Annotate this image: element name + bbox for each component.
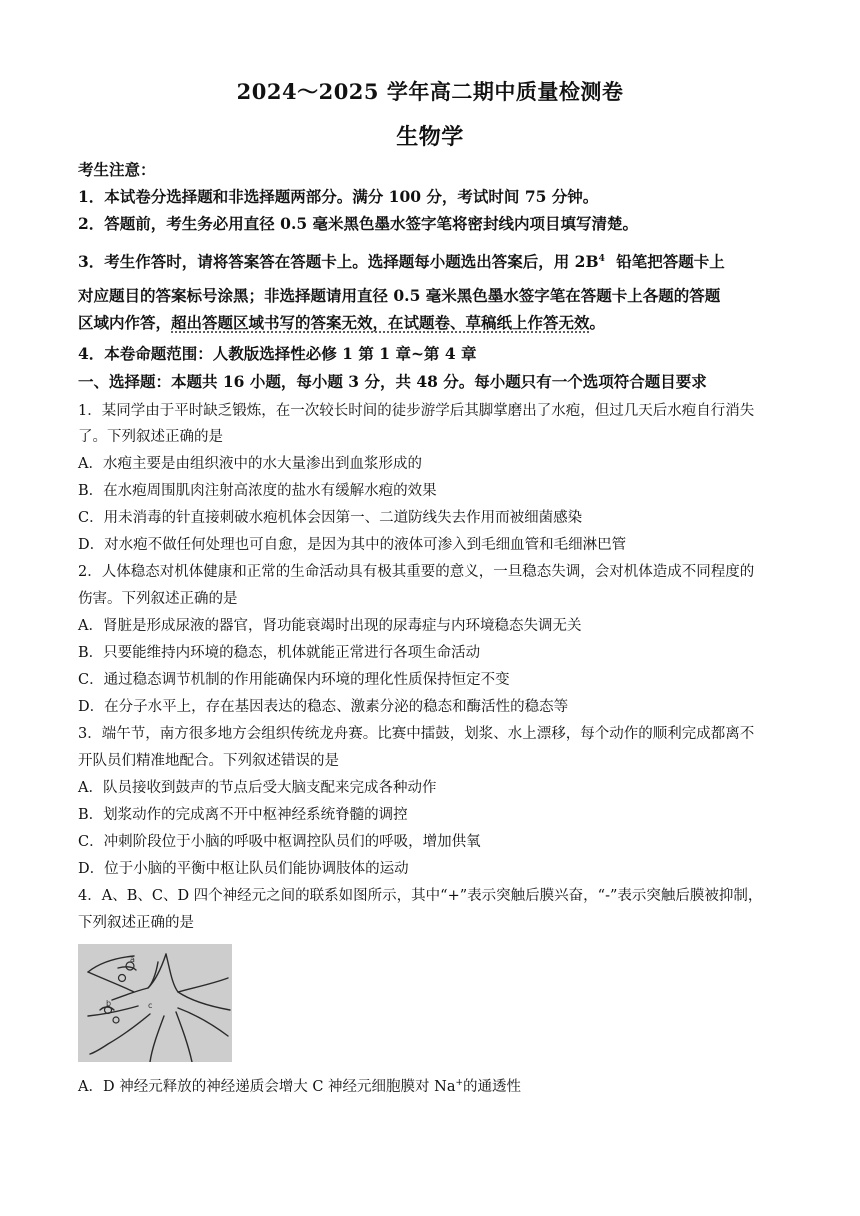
q3-option-c: C．冲刺阶段位于小脑的呼吸中枢调控队员们的呼吸，增加供氧 (78, 834, 481, 850)
q1-option-b: B．在水疱周围肌肉注射高浓度的盐水有缓解水疱的效果 (78, 483, 437, 499)
q2-option-a: A．肾脏是形成尿液的器官，肾功能衰竭时出现的尿毒症与内环境稳态失调无关 (78, 618, 582, 634)
notice-item-2: 2．答题前，考生务必用直径 0.5 毫米黑色墨水签字笔将密封线内项目填写清楚。 (78, 214, 639, 233)
notice-item-1: 1．本试卷分选择题和非选择题两部分。满分 100 分，考试时间 75 分钟。 (78, 187, 599, 206)
notice-line3-end: 。 (589, 313, 606, 332)
q3-option-b: B．划浆动作的完成离不开中枢神经系统脊髓的调控 (78, 807, 408, 823)
q2-option-d: D．在分子水平上，存在基因表达的稳态、激素分泌的稳态和酶活性的稳态等 (78, 699, 569, 715)
q1-option-d: D．对水疱不做任何处理也可自愈，是因为其中的液体可渗入到毛细血管和毛细淋巴管 (78, 537, 627, 553)
notice-line3-emphasis: 超出答题区域书写的答案无效，在试题卷、草稿纸上作答无效 (171, 313, 590, 332)
notice-item-3-tail: 铅笔把答题卡上 (616, 252, 725, 272)
q1-stem-line2: 了。下列叙述正确的是 (78, 429, 223, 445)
q1-option-c: C．用未消毒的针直接刺破水疱机体会因第一、二道防线失去作用而被细菌感染 (78, 510, 583, 526)
notice-heading: 考生注意： (78, 160, 156, 179)
subject-title: 生物学 (396, 124, 464, 150)
q2-option-b: B．只要能维持内环境的稳态，机体就能正常进行各项生命活动 (78, 645, 481, 661)
label-a: a (130, 955, 135, 964)
notice-line3-start: 区域内作答， (78, 313, 172, 332)
q4-option-a-text: A．D 神经元释放的神经递质会增大 C 神经元细胞膜对 Na (78, 1078, 456, 1095)
notice-item-4: 4．本卷命题范围：人教版选择性必修 1 第 1 章~第 4 章 (78, 344, 477, 363)
neuron-diagram-svg (78, 944, 232, 1062)
q2-stem-line1: 2．人体稳态对机体健康和正常的生命活动具有极其重要的意义，一旦稳态失调，会对机体造成不同程度的 (78, 564, 755, 580)
notice-item-3-sup: 4 (598, 254, 605, 264)
neuron-diagram (78, 944, 232, 1062)
q2-option-c: C．通过稳态调节机制的作用能确保内环境的理化性质保持恒定不变 (78, 672, 510, 688)
q4-stem-line1: 4．A、B、C、D 四个神经元之间的联系如图所示，其中“+”表示突触后膜兴奋，“-”表示突触后膜被抑制， (78, 888, 763, 904)
q4-option-a (78, 1073, 788, 1097)
label-d: b (106, 999, 112, 1008)
q2-stem-line2: 伤害。下列叙述正确的是 (78, 591, 238, 607)
q3-option-d: D．位于小脑的平衡中枢让队员们能协调肢体的运动 (78, 861, 409, 877)
notice-item-3-line3 (78, 313, 788, 333)
notice-item-3-text: 3．考生作答时，请将答案答在答题卡上。选择题每小题选出答案后，用 2B (78, 252, 599, 272)
q3-stem-line1: 3．端午节，南方很多地方会组织传统龙舟赛。比赛中擂鼓，划浆、水上漂移，每个动作的顺利完成都离不 (78, 726, 755, 742)
q4-option-a-sup: + (455, 1078, 464, 1088)
q4-stem-line2: 下列叙述正确的是 (78, 915, 194, 931)
notice-item-3-line2: 对应题目的答案标号涂黑；非选择题请用直径 0.5 毫米黑色墨水签字笔在答题卡上各题的答题 (78, 286, 721, 305)
q3-stem-line2: 开队员们精准地配合。下列叙述错误的是 (78, 753, 339, 769)
q1-stem-line1: 1．某同学由于平时缺乏锻炼，在一次较长时间的徒步游学后其脚掌磨出了水疱，但过几天后水疱自行消失 (78, 403, 755, 419)
notice-item-3 (78, 249, 788, 272)
q3-option-a: A．队员接收到鼓声的节点后受大脑支配来完成各种动作 (78, 780, 437, 796)
q1-option-a: A．水疱主要是由组织液中的水大量渗出到血浆形成的 (78, 456, 422, 472)
section-heading: 一、选择题：本题共 16 小题，每小题 3 分，共 48 分。每小题只有一个选项符合题目要求 (78, 372, 707, 391)
label-c: c (148, 1001, 153, 1010)
q4-option-a-tail: 的通透性 (463, 1078, 522, 1095)
exam-title: 2024～2025 学年高二期中质量检测卷 (236, 79, 624, 104)
